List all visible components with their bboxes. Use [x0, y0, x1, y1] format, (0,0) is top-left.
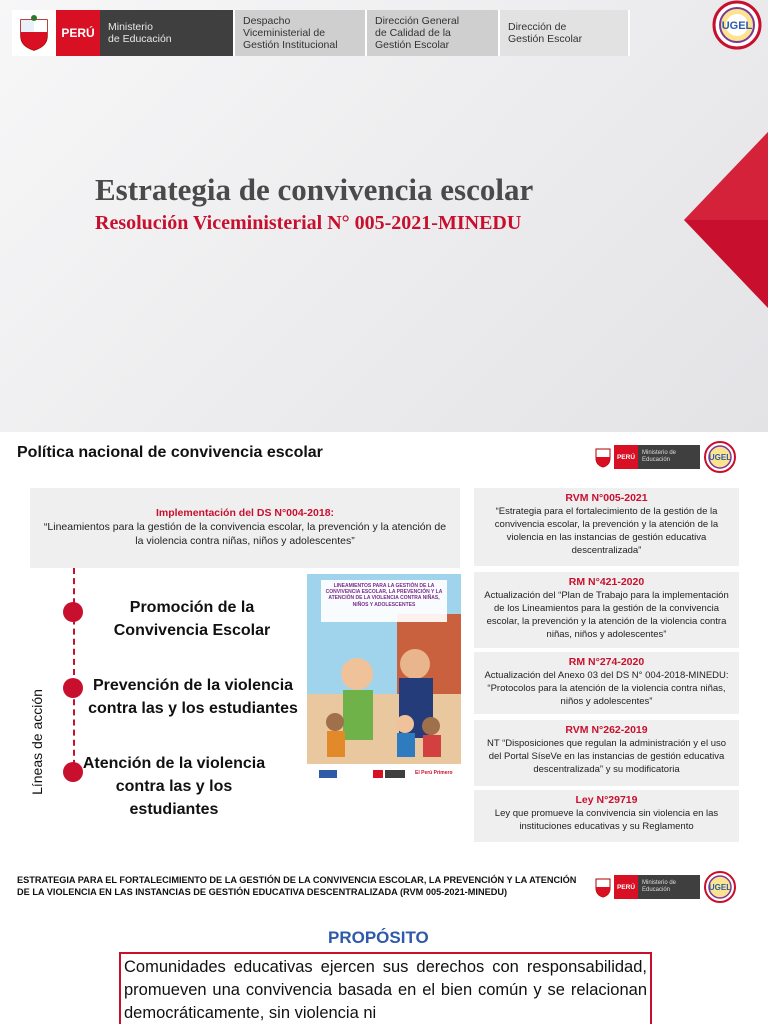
cover-title: LINEAMIENTOS PARA LA GESTIÓN DE LA CONVIVENCIA ESCOLAR, LA PREVENCIÓN Y LA ATENCIÓN DE LA VIOLENCIA CONTRA NIÑAS, NIÑOS Y ADOLESCENTES	[325, 583, 443, 608]
action-atencion: Atención de la violencia contra las y los estudiantes	[82, 755, 266, 818]
institution-logos	[592, 440, 737, 474]
peru-label: PERÚ	[614, 445, 638, 469]
peru-crest-icon	[12, 10, 56, 56]
decorative-red-triangle	[684, 132, 768, 308]
lineamientos-cover-image	[307, 574, 461, 786]
lineas-de-accion-label	[20, 682, 54, 802]
ugel-logo-icon	[703, 870, 737, 904]
norm-card	[474, 652, 739, 714]
ugel-text: UGEL	[721, 20, 753, 32]
cover-slide	[0, 0, 768, 432]
institution-logos	[592, 870, 737, 904]
peru-label: PERÚ	[56, 10, 100, 56]
norm-text: “Estrategia para el fortalecimiento de la gestión de la convivencia escolar, la prevención y la atención de la violencia en las instancias de gestión educativa descentralizada”	[494, 506, 719, 556]
norm-heading: RM N°274-2020	[568, 656, 645, 668]
page-subtitle: Resolución Viceministerial N° 005-2021-MINEDU	[95, 212, 522, 234]
strategy-slide	[0, 852, 768, 1024]
norm-heading: RVM N°005-2021	[565, 492, 648, 504]
lineas-label-text: Líneas de acción	[29, 689, 45, 795]
action-promocion: Promoción de la Convivencia Escolar	[113, 599, 271, 639]
policy-slide	[0, 432, 768, 852]
header-direccion-gestion: Dirección de Gestión Escolar	[500, 10, 630, 56]
norm-text: Actualización del “Plan de Trabajo para la implementación de los Lineamientos para la gestión de la convivencia escolar, la prevención y la atención de la violencia contra niñas, niños y adolescentes”	[484, 590, 729, 640]
cover-footer-text: El Perú Primero	[415, 770, 453, 776]
proposito-heading: PROPÓSITO	[328, 928, 429, 947]
peru-label: PERÚ	[614, 875, 638, 899]
slide-title: ESTRATEGIA PARA EL FORTALECIMIENTO DE LA GESTIÓN DE LA CONVIVENCIA ESCOLAR, LA PREVENCIÓN Y LA ATENCIÓN DE LA VIOLENCIA EN LAS INSTANCIAS DE GESTIÓN EDUCATIVA DESCENTRALIZADA (RVM 005-2021-MINEDU)	[17, 875, 577, 897]
slide-title: Política nacional de convivencia escolar	[17, 444, 323, 461]
header-ministerio: Ministerio de Educación	[100, 10, 235, 56]
ugel-text: UGEL	[708, 883, 732, 892]
peru-crest-icon	[592, 874, 614, 900]
ugel-logo-icon	[703, 440, 737, 474]
norm-heading: Ley N°29719	[575, 794, 638, 806]
norm-text: Ley que promueve la convivencia sin violencia en las instituciones educativas y su Reglamento	[494, 808, 719, 832]
ministerio-label: Ministerio de Educación	[638, 875, 700, 899]
ugel-text: UGEL	[708, 453, 732, 462]
implementation-box	[30, 488, 460, 568]
norm-card	[474, 488, 739, 566]
page-title: Estrategia de convivencia escolar	[95, 172, 534, 207]
implementation-text: “Lineamientos para la gestión de la convivencia escolar, la prevención y la atención de la violencia contra niñas, niños y adolescentes”	[43, 521, 447, 547]
norm-card	[474, 572, 739, 648]
ugel-logo-icon	[712, 0, 762, 50]
timeline-dot	[63, 602, 83, 622]
timeline-line	[73, 568, 75, 776]
norm-text: Actualización del Anexo 03 del DS N° 004-2018-MINEDU: “Protocolos para la atención de la violencia contra niñas, niños y adolescentes”	[484, 670, 729, 707]
header-despacho: Despacho Viceministerial de Gestión Institucional	[235, 10, 367, 56]
proposito-box: Comunidades educativas ejercen sus derechos con responsabilidad, promueven una convivencia basada en el bien común y se relacionan democráticamente, sin violencia ni	[119, 952, 652, 1024]
norm-heading: RM N°421-2020	[568, 576, 645, 588]
action-prevencion: Prevención de la violencia contra las y los estudiantes	[88, 677, 298, 717]
peru-crest-icon	[592, 444, 614, 470]
ministerio-label: Ministerio de Educación	[638, 445, 700, 469]
norm-text: NT “Disposiciones que regulan la administración y el uso del Portal SíseVe en las instancias de gestión educativa descentralizada” y su modificatoria	[486, 738, 727, 775]
norm-card	[474, 790, 739, 842]
header-direccion-general: Dirección General de Calidad de la Gestión Escolar	[367, 10, 500, 56]
institutional-header	[12, 10, 764, 56]
implementation-heading: Implementación del DS N°004-2018:	[155, 507, 335, 519]
norm-card	[474, 720, 739, 786]
norm-heading: RVM N°262-2019	[565, 724, 648, 736]
